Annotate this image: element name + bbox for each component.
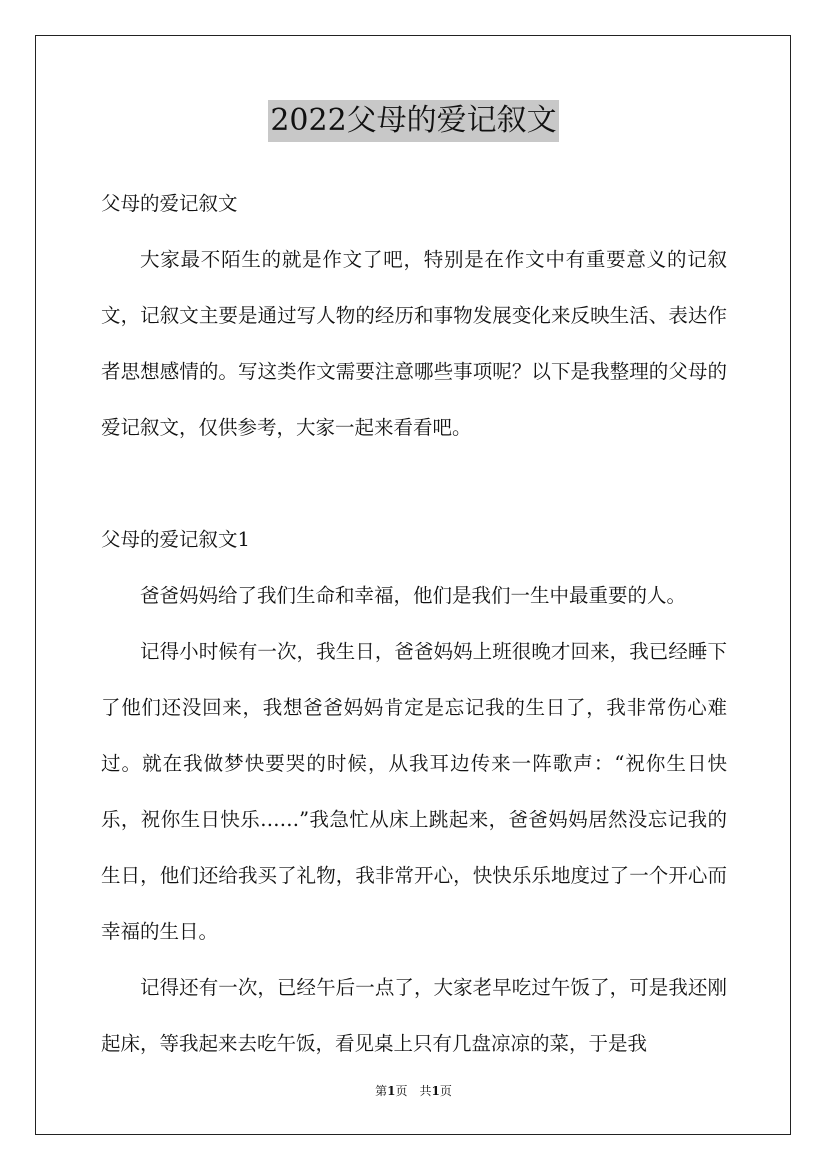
footer-page-total: 1 bbox=[431, 1084, 440, 1098]
section-1-paragraph-1: 爸爸妈妈给了我们生命和幸福，他们是我们一生中最重要的人。 bbox=[140, 584, 687, 607]
intro-subheading: 父母的爱记叙文 bbox=[101, 192, 238, 215]
footer-page-current: 1 bbox=[387, 1084, 396, 1098]
document-title-container bbox=[0, 100, 827, 144]
footer-page-suffix: 页 bbox=[439, 1084, 452, 1098]
document-title: 2022父母的爱记叙文 bbox=[268, 100, 558, 142]
section-1-paragraph-2: 记得小时候有一次，我生日，爸爸妈妈上班很晚才回来，我已经睡下了他们还没回来，我想爸爸妈妈肯定是忘记我的生日了，我非常伤心难过。就在我做梦快要哭的时候，从我耳边传来一阵歌声：“祝你生日快乐，祝你生日快乐……”我急忙从床上跳起来，爸爸妈妈居然没忘记我的生日，他们还给我买了礼物，我非常开心，快快乐乐地度过了一个开心而幸福的生日。 bbox=[101, 640, 727, 943]
section-1-heading: 父母的爱记叙文1 bbox=[101, 528, 250, 551]
section-1-paragraph-3: 记得还有一次，已经午后一点了，大家老早吃过午饭了，可是我还刚起床，等我起来去吃午饭，看见桌上只有几盘凉凉的菜，于是我 bbox=[101, 976, 727, 1055]
intro-paragraph: 大家最不陌生的就是作文了吧，特别是在作文中有重要意义的记叙文，记叙文主要是通过写人物的经历和事物发展变化来反映生活、表达作者思想感情的。写这类作文需要注意哪些事项呢？以下是我整理的父母的爱记叙文，仅供参考，大家一起来看看吧。 bbox=[101, 248, 727, 439]
document-body bbox=[101, 176, 727, 1072]
section-spacer bbox=[101, 456, 727, 512]
footer-page-mid: 页 共 bbox=[395, 1084, 432, 1098]
page-footer bbox=[0, 1082, 827, 1100]
footer-page-prefix: 第 bbox=[375, 1084, 388, 1098]
